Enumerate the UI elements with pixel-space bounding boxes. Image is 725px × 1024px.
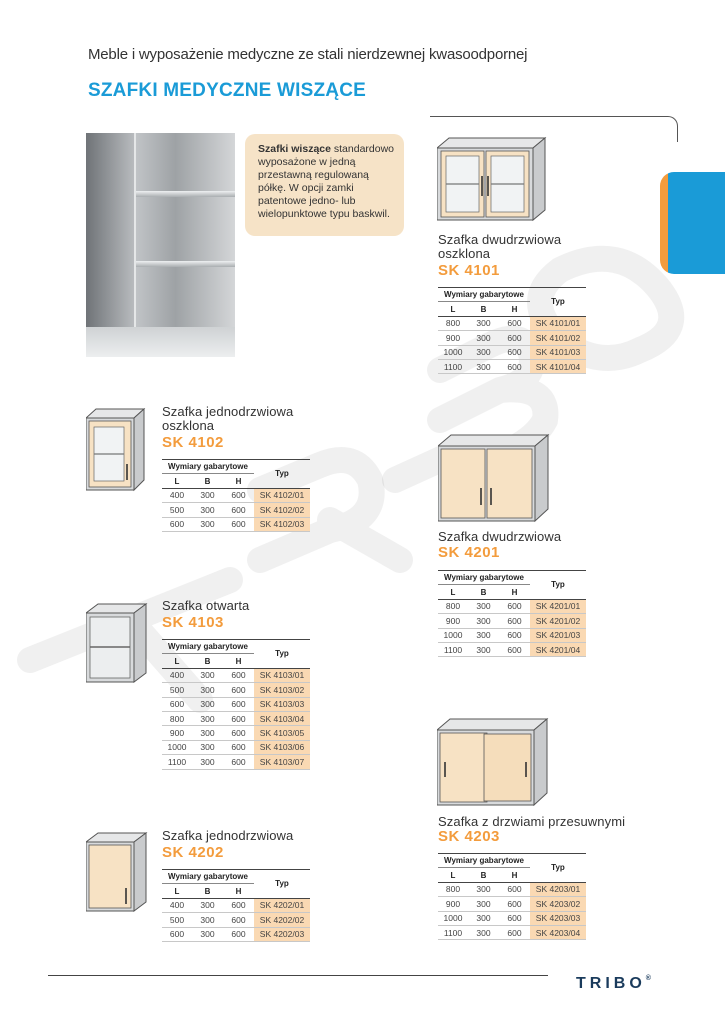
sk4202-drawing [86, 832, 148, 914]
table-row [438, 897, 586, 911]
type-code: SK 4202/01 [254, 898, 310, 912]
type-code: SK 4103/03 [254, 697, 310, 711]
dim-b: 300 [468, 359, 499, 373]
dim-b: 300 [468, 882, 499, 896]
sk4101-name-line1: Szafka dwudrzwiowa [438, 232, 562, 247]
sk4101-name [438, 233, 561, 261]
sk4103-name [162, 599, 249, 613]
type-code: SK 4103/02 [254, 683, 310, 697]
registered-mark: ® [645, 975, 651, 982]
info-box [245, 134, 404, 236]
dim-b: 300 [192, 697, 223, 711]
dim-b: 300 [192, 913, 223, 927]
dim-l: 500 [162, 503, 192, 517]
table-row [438, 359, 586, 373]
b-header: B [192, 474, 223, 488]
dim-b: 300 [468, 599, 499, 613]
dim-h: 600 [223, 517, 254, 531]
dim-l: 900 [438, 897, 468, 911]
type-code: SK 4203/01 [530, 882, 586, 896]
table-row [162, 683, 310, 697]
type-code: SK 4201/04 [530, 642, 586, 656]
dim-h: 600 [499, 882, 530, 896]
sk4203-drawing [437, 717, 549, 809]
sk4101-table [438, 287, 586, 374]
typ-header: Typ [530, 288, 586, 317]
dim-l: 600 [162, 927, 192, 941]
table-row [438, 614, 586, 628]
dim-l: 800 [438, 599, 468, 613]
b-header: B [192, 884, 223, 898]
type-code: SK 4101/01 [530, 316, 586, 330]
l-header: L [438, 585, 468, 599]
dim-h: 600 [223, 927, 254, 941]
dim-h: 600 [499, 331, 530, 345]
dim-b: 300 [192, 711, 223, 725]
table-row [162, 488, 310, 502]
dim-h: 600 [223, 488, 254, 502]
dim-l: 1000 [162, 740, 192, 754]
sk4201-drawing [438, 433, 550, 525]
dim-b: 300 [468, 925, 499, 939]
info-box-text: standardowo wyposażone w jedną przestawną regulowaną półkę. W opcji zamki patentowe jedno- lub wielopunktowe typu baskwil. [258, 143, 395, 220]
dim-l: 1000 [438, 628, 468, 642]
sk4202-name-line1: Szafka jednodrzwiowa [162, 828, 294, 843]
dims-group-header: Wymiary gabarytowe [162, 460, 254, 474]
sk4201-name [438, 530, 561, 544]
cabinet-interior-photo [86, 133, 235, 357]
dims-group-header: Wymiary gabarytowe [438, 571, 530, 585]
typ-header: Typ [254, 460, 310, 489]
sk4103-code: SK 4103 [162, 614, 224, 631]
dims-group-header: Wymiary gabarytowe [438, 288, 530, 302]
dims-group-header: Wymiary gabarytowe [162, 640, 254, 654]
dim-b: 300 [468, 642, 499, 656]
sk4202-name [162, 829, 293, 843]
type-code: SK 4102/02 [254, 503, 310, 517]
dim-b: 300 [192, 668, 223, 682]
dim-h: 600 [499, 345, 530, 359]
typ-header: Typ [530, 854, 586, 883]
table-row [162, 898, 310, 912]
h-header: H [223, 474, 254, 488]
table-row [438, 882, 586, 896]
dim-h: 600 [223, 668, 254, 682]
sk4203-name [438, 815, 625, 829]
dim-l: 800 [438, 316, 468, 330]
sk4201-table [438, 570, 586, 657]
l-header: L [162, 884, 192, 898]
dim-l: 1100 [438, 359, 468, 373]
b-header: B [192, 654, 223, 668]
dim-h: 600 [499, 925, 530, 939]
dim-b: 300 [192, 927, 223, 941]
dim-l: 600 [162, 517, 192, 531]
sk4201-code: SK 4201 [438, 544, 500, 561]
h-header: H [223, 884, 254, 898]
sk4102-table [162, 459, 310, 532]
dim-l: 1000 [438, 345, 468, 359]
footer-divider [48, 975, 548, 976]
table-row [162, 711, 310, 725]
dim-h: 600 [223, 755, 254, 769]
type-code: SK 4101/03 [530, 345, 586, 359]
table-row [438, 642, 586, 656]
sk4101-name-line2: oszklona [438, 246, 491, 261]
tribo-logo [576, 975, 651, 993]
page-title: SZAFKI MEDYCZNE WISZĄCE [88, 80, 366, 101]
type-code: SK 4201/02 [530, 614, 586, 628]
table-row [438, 316, 586, 330]
dim-b: 300 [468, 897, 499, 911]
table-row [438, 628, 586, 642]
h-header: H [499, 868, 530, 882]
b-header: B [468, 302, 499, 316]
type-code: SK 4101/04 [530, 359, 586, 373]
typ-header: Typ [254, 640, 310, 669]
page-subtitle: Meble i wyposażenie medyczne ze stali nierdzewnej kwasoodpornej [88, 46, 528, 63]
dim-h: 600 [223, 898, 254, 912]
dim-l: 1100 [162, 755, 192, 769]
table-row [438, 599, 586, 613]
dim-b: 300 [192, 683, 223, 697]
table-row [438, 345, 586, 359]
type-code: SK 4201/03 [530, 628, 586, 642]
type-code: SK 4102/01 [254, 488, 310, 502]
dim-b: 300 [192, 898, 223, 912]
table-row [162, 503, 310, 517]
dim-h: 600 [223, 726, 254, 740]
dim-l: 1000 [438, 911, 468, 925]
sk4202-table [162, 869, 310, 942]
type-code: SK 4103/07 [254, 755, 310, 769]
dim-l: 400 [162, 668, 192, 682]
type-code: SK 4202/03 [254, 927, 310, 941]
l-header: L [162, 474, 192, 488]
table-row [162, 517, 310, 531]
typ-header: Typ [530, 571, 586, 600]
sk4102-name-line2: oszklona [162, 418, 215, 433]
sk4102-drawing [86, 408, 146, 493]
table-row [162, 913, 310, 927]
dim-b: 300 [468, 331, 499, 345]
dims-group-header: Wymiary gabarytowe [162, 870, 254, 884]
sk4103-name-line1: Szafka otwarta [162, 598, 250, 613]
dim-h: 600 [223, 913, 254, 927]
dim-b: 300 [192, 726, 223, 740]
b-header: B [468, 868, 499, 882]
sk4102-name-line1: Szafka jednodrzwiowa [162, 404, 294, 419]
type-code: SK 4203/02 [530, 897, 586, 911]
type-code: SK 4103/04 [254, 711, 310, 725]
table-row [162, 726, 310, 740]
dim-l: 600 [162, 697, 192, 711]
table-row [438, 925, 586, 939]
type-code: SK 4203/04 [530, 925, 586, 939]
dim-b: 300 [192, 488, 223, 502]
dim-l: 400 [162, 898, 192, 912]
dim-h: 600 [499, 897, 530, 911]
dim-h: 600 [223, 697, 254, 711]
sk4102-name [162, 405, 293, 433]
sk4101-code: SK 4101 [438, 262, 500, 279]
type-code: SK 4202/02 [254, 913, 310, 927]
dim-l: 800 [438, 882, 468, 896]
dim-h: 600 [223, 740, 254, 754]
dim-l: 900 [438, 614, 468, 628]
dim-h: 600 [499, 316, 530, 330]
dims-group-header: Wymiary gabarytowe [438, 854, 530, 868]
dim-h: 600 [223, 503, 254, 517]
sk4203-code: SK 4203 [438, 828, 500, 845]
dim-l: 900 [162, 726, 192, 740]
table-row [162, 927, 310, 941]
section-side-tab [660, 172, 725, 274]
l-header: L [438, 868, 468, 882]
dim-h: 600 [223, 711, 254, 725]
sk4102-code: SK 4102 [162, 434, 224, 451]
dim-h: 600 [499, 911, 530, 925]
sk4201-name-line1: Szafka dwudrzwiowa [438, 529, 562, 544]
dim-h: 600 [499, 628, 530, 642]
dim-l: 1100 [438, 642, 468, 656]
table-row [162, 668, 310, 682]
table-row [162, 697, 310, 711]
dim-h: 600 [499, 359, 530, 373]
dim-l: 500 [162, 913, 192, 927]
dim-b: 300 [192, 517, 223, 531]
type-code: SK 4103/05 [254, 726, 310, 740]
table-row [162, 755, 310, 769]
sk4103-drawing [86, 603, 148, 685]
dim-b: 300 [468, 628, 499, 642]
h-header: H [499, 302, 530, 316]
tribo-logo-text: TRIBO [576, 975, 646, 992]
l-header: L [162, 654, 192, 668]
b-header: B [468, 585, 499, 599]
dim-l: 400 [162, 488, 192, 502]
dim-h: 600 [499, 614, 530, 628]
dim-l: 900 [438, 331, 468, 345]
dim-b: 300 [192, 740, 223, 754]
dim-b: 300 [468, 345, 499, 359]
sk4202-code: SK 4202 [162, 844, 224, 861]
dim-b: 300 [468, 316, 499, 330]
info-box-bold: Szafki wiszące [258, 143, 331, 155]
dim-l: 500 [162, 683, 192, 697]
dim-h: 600 [499, 599, 530, 613]
sk4203-name-line1: Szafka z drzwiami przesuwnymi [438, 814, 626, 829]
dim-b: 300 [192, 503, 223, 517]
table-row [162, 740, 310, 754]
sk4203-table [438, 853, 586, 940]
h-header: H [223, 654, 254, 668]
type-code: SK 4103/06 [254, 740, 310, 754]
type-code: SK 4201/01 [530, 599, 586, 613]
dim-b: 300 [192, 755, 223, 769]
h-header: H [499, 585, 530, 599]
sk4103-table [162, 639, 310, 770]
type-code: SK 4101/02 [530, 331, 586, 345]
type-code: SK 4103/01 [254, 668, 310, 682]
l-header: L [438, 302, 468, 316]
dim-b: 300 [468, 614, 499, 628]
dim-l: 800 [162, 711, 192, 725]
dim-l: 1100 [438, 925, 468, 939]
typ-header: Typ [254, 870, 310, 899]
table-row [438, 331, 586, 345]
sk4101-drawing [437, 136, 547, 226]
dim-h: 600 [499, 642, 530, 656]
type-code: SK 4102/03 [254, 517, 310, 531]
dim-b: 300 [468, 911, 499, 925]
type-code: SK 4203/03 [530, 911, 586, 925]
table-row [438, 911, 586, 925]
dim-h: 600 [223, 683, 254, 697]
